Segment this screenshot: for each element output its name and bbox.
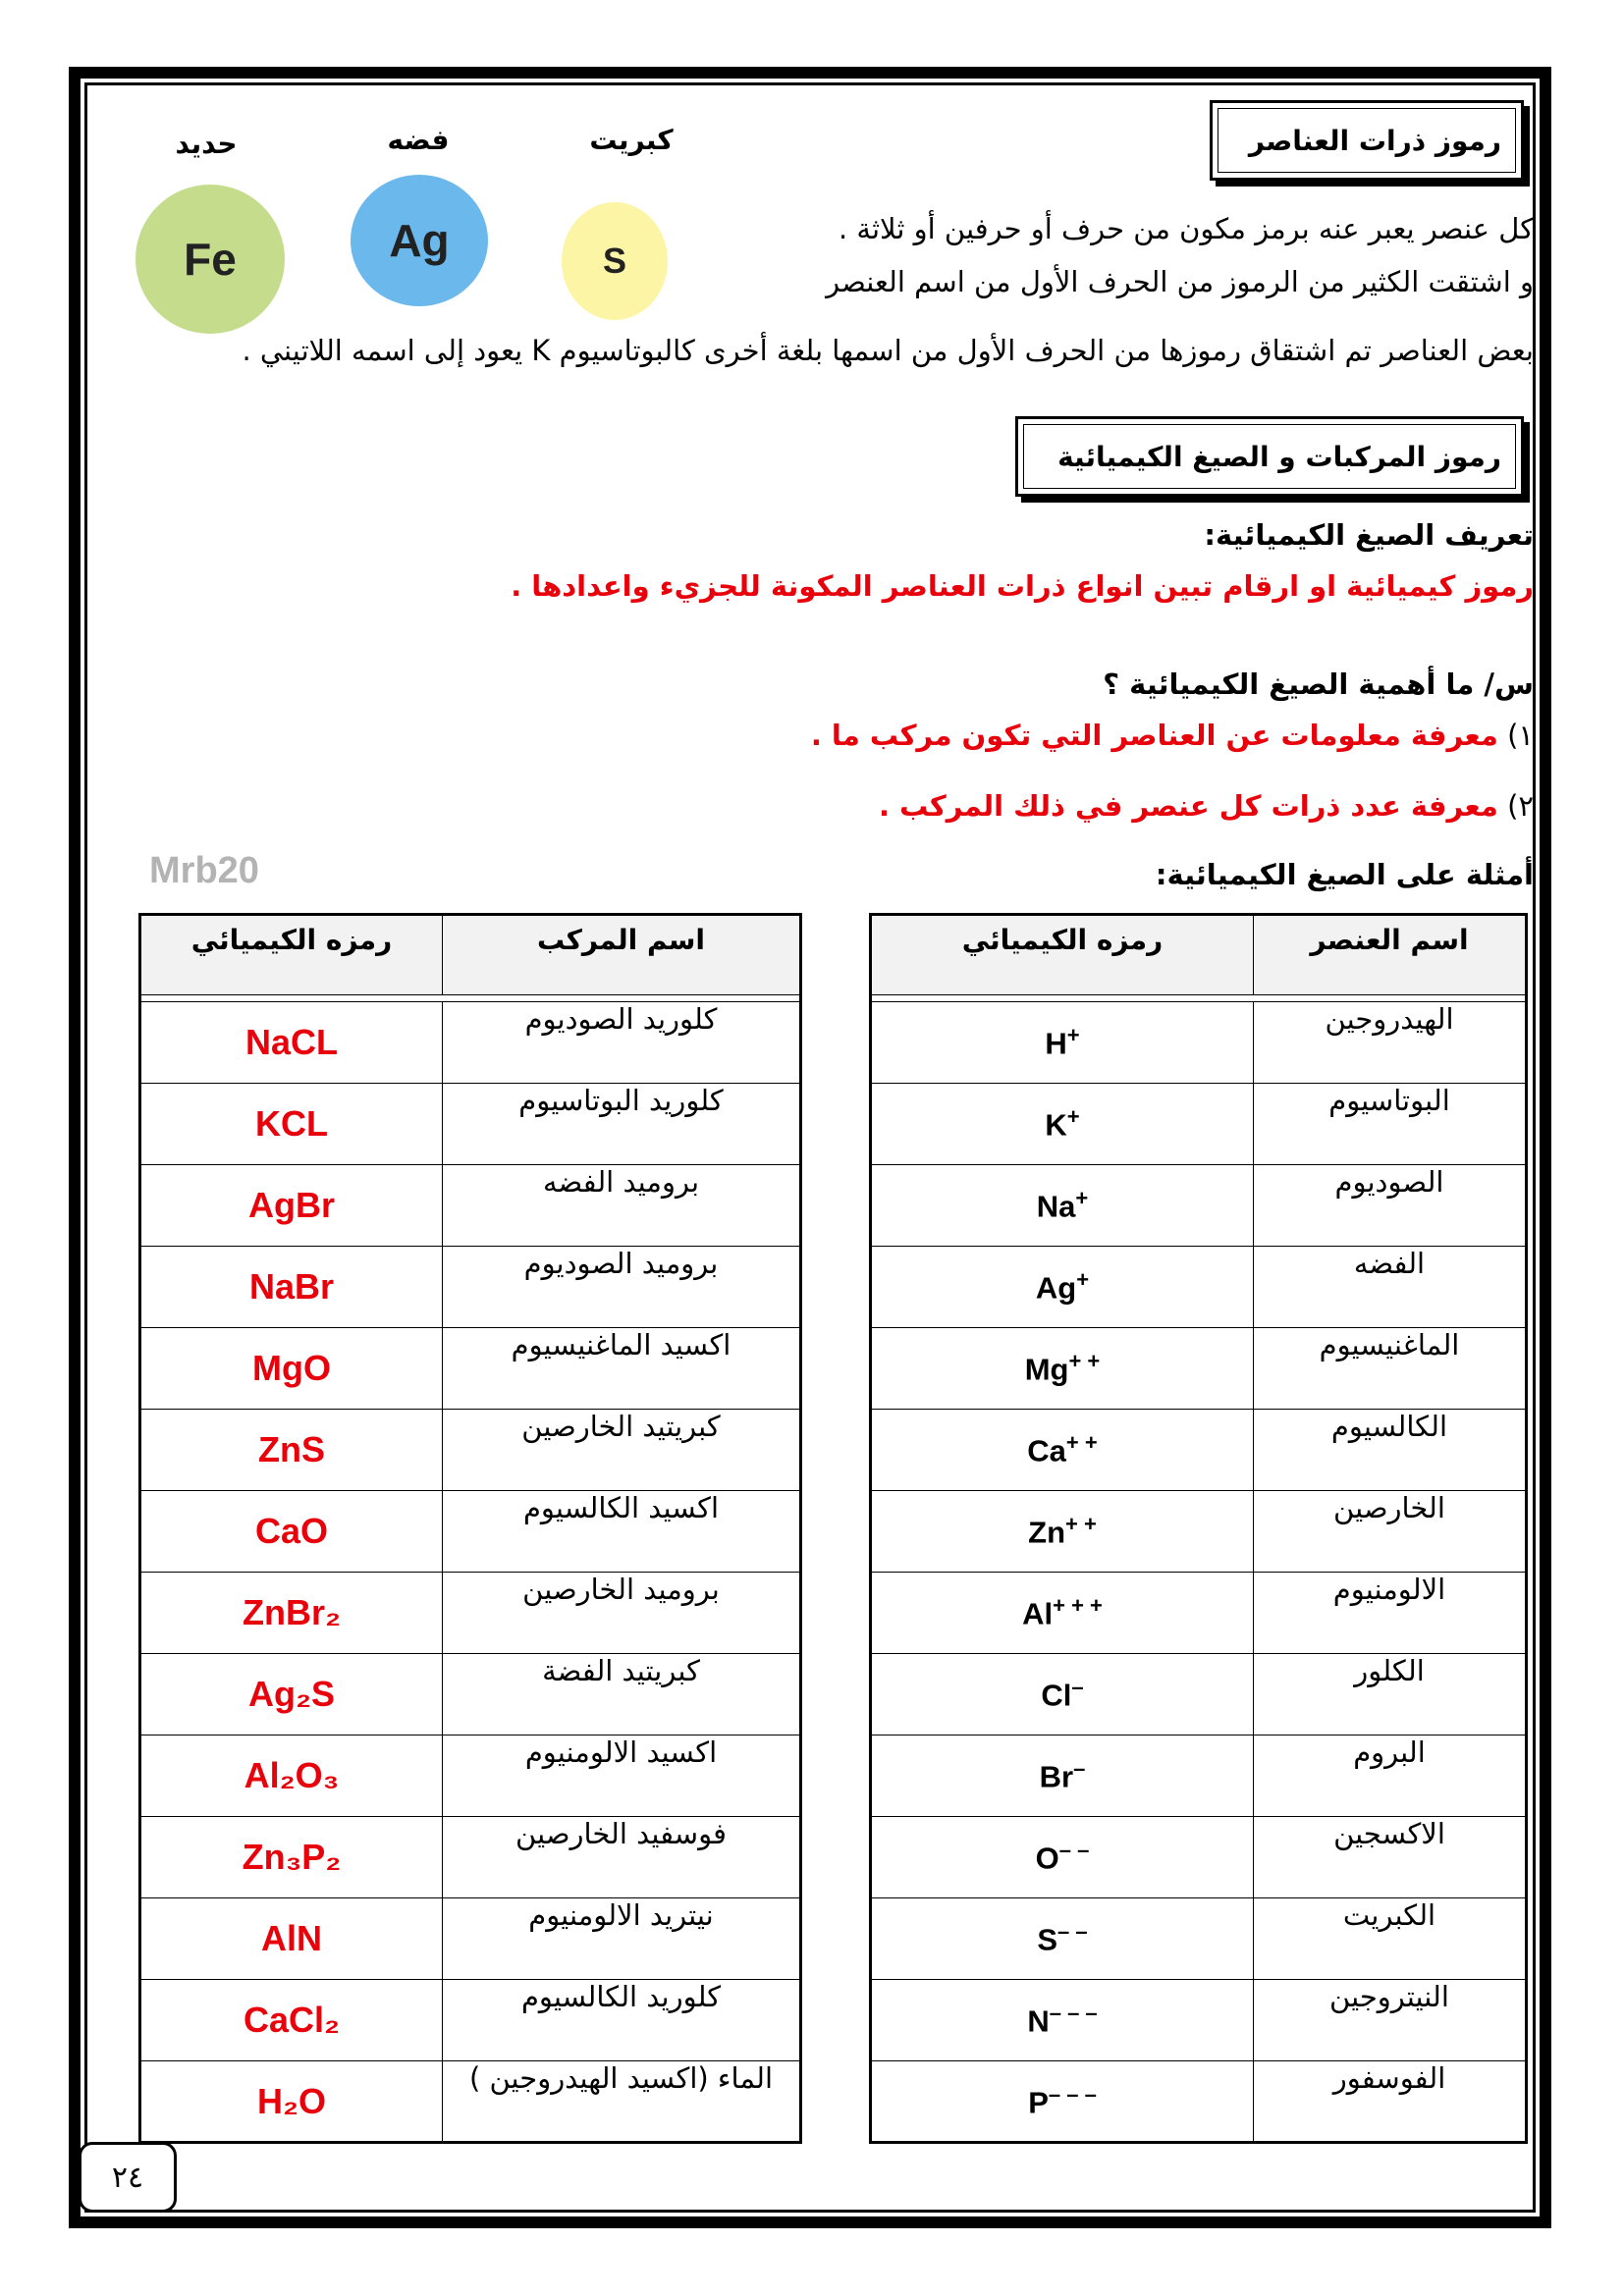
compound-name: كبريتيد الفضة (443, 1654, 801, 1735)
page-number: ٢٤ (79, 2142, 177, 2213)
compound-formula: Al₂O₃ (140, 1735, 443, 1817)
compound-formula: KCL (140, 1084, 443, 1165)
element-circle-iron: Fe (135, 185, 285, 334)
watermark: Mrb20 (149, 850, 259, 891)
table-row (871, 1084, 1527, 1165)
element-name: الخارصين (1254, 1491, 1527, 1573)
elements-col-symbol: رمزه الكيميائي (871, 915, 1254, 995)
element-symbol: P– – – (871, 2061, 1254, 2143)
table-row (871, 1817, 1527, 1898)
importance-question: س/ ما أهمية الصيغ الكيميائية ؟ (1103, 667, 1534, 701)
compound-formula: MgO (140, 1328, 443, 1410)
table-row (140, 1491, 801, 1573)
compound-name: نيتريد الالومنيوم (443, 1898, 801, 1980)
element-symbol: Br– (871, 1735, 1254, 1817)
section1-heading: رموز ذرات العناصر (1210, 100, 1524, 181)
element-symbol: S– – (871, 1898, 1254, 1980)
table-row (871, 1328, 1527, 1410)
element-name: الماغنيسيوم (1254, 1328, 1527, 1410)
element-name: النيتروجين (1254, 1980, 1527, 2061)
table-row (140, 1980, 801, 2061)
compound-formula: AgBr (140, 1165, 443, 1247)
table-row (871, 1165, 1527, 1247)
definition-title: تعريف الصيغ الكيميائية: (1204, 518, 1534, 552)
table-row (140, 1817, 801, 1898)
compound-formula: NaCL (140, 1002, 443, 1084)
compound-name: بروميد الخارصين (443, 1573, 801, 1654)
compound-formula: ZnBr₂ (140, 1573, 443, 1654)
table-row (871, 1735, 1527, 1817)
compound-name: اكسيد الماغنيسيوم (443, 1328, 801, 1410)
table-row (871, 1410, 1527, 1491)
compound-name: بروميد الفضه (443, 1165, 801, 1247)
element-name: البروم (1254, 1735, 1527, 1817)
compound-formula: CaCl₂ (140, 1980, 443, 2061)
compound-formula: AlN (140, 1898, 443, 1980)
element-name-silver: فضه (387, 124, 450, 156)
table-row (140, 2061, 801, 2143)
compound-name: كبريتيد الخارصين (443, 1410, 801, 1491)
element-name: الاكسجين (1254, 1817, 1527, 1898)
element-name: الكلور (1254, 1654, 1527, 1735)
elements-table (869, 913, 1528, 2144)
table-row (140, 1898, 801, 1980)
element-name: الالومنيوم (1254, 1573, 1527, 1654)
section1-line1: كل عنصر يعبر عنه برمز مكون من حرف أو حرفين أو ثلاثة . (839, 212, 1534, 245)
element-circle-sulfur: S (562, 202, 668, 320)
element-symbol: Cl– (871, 1654, 1254, 1735)
element-symbol: O– – (871, 1817, 1254, 1898)
table-row (871, 1491, 1527, 1573)
elements-col-name: اسم العنصر (1254, 915, 1527, 995)
definition-text: رموز كيميائية او ارقام تبين انواع ذرات العناصر المكونة للجزيء واعدادها . (511, 569, 1534, 603)
compound-formula: Zn₃P₂ (140, 1817, 443, 1898)
table-row (871, 1898, 1527, 1980)
element-symbol: K+ (871, 1084, 1254, 1165)
compound-formula: NaBr (140, 1247, 443, 1328)
compound-name: اكسيد الكالسيوم (443, 1491, 801, 1573)
element-symbol: N– – – (871, 1980, 1254, 2061)
element-symbol: Na+ (871, 1165, 1254, 1247)
element-symbol: H+ (871, 1002, 1254, 1084)
table-row (140, 1247, 801, 1328)
element-symbol: Al+ + + (871, 1573, 1254, 1654)
section1-line3: بعض العناصر تم اشتقاق رموزها من الحرف الأول من اسمها بلغة أخرى كالبوتاسيوم K يعود إلى اسمه اللاتيني . (242, 334, 1534, 367)
compound-name: كلوريد الصوديوم (443, 1002, 801, 1084)
element-name: الكالسيوم (1254, 1410, 1527, 1491)
compound-name: كلوريد الكالسيوم (443, 1980, 801, 2061)
compound-formula: H₂O (140, 2061, 443, 2143)
table-row (140, 1573, 801, 1654)
compound-name: الماء (اكسيد الهيدروجين ) (443, 2061, 801, 2143)
element-circle-silver: Ag (351, 175, 488, 306)
table-row (140, 1328, 801, 1410)
element-name: الكبريت (1254, 1898, 1527, 1980)
compound-formula: ZnS (140, 1410, 443, 1491)
section1-line2: و اشتقت الكثير من الرموز من الحرف الأول من اسم العنصر (826, 265, 1534, 298)
element-name: البوتاسيوم (1254, 1084, 1527, 1165)
element-name-iron: حديد (175, 128, 238, 160)
table-row (871, 1980, 1527, 2061)
section2-heading: رموز المركبات و الصيغ الكيميائية (1015, 416, 1524, 497)
compound-formula: CaO (140, 1491, 443, 1573)
element-name-sulfur: كبريت (589, 124, 674, 156)
element-symbol: Ca+ + (871, 1410, 1254, 1491)
table-row (871, 1654, 1527, 1735)
compound-name: اكسيد الالومنيوم (443, 1735, 801, 1817)
examples-title: أمثلة على الصيغ الكيميائية: (1155, 858, 1534, 891)
element-symbol: Zn+ + (871, 1491, 1254, 1573)
table-row (871, 1573, 1527, 1654)
compounds-col-name: اسم المركب (443, 915, 801, 995)
compound-formula: Ag₂S (140, 1654, 443, 1735)
compounds-col-symbol: رمزه الكيميائي (140, 915, 443, 995)
table-row (140, 1654, 801, 1735)
table-row (140, 1165, 801, 1247)
compound-name: كلوريد البوتاسيوم (443, 1084, 801, 1165)
table-row (140, 1410, 801, 1491)
table-row (871, 1247, 1527, 1328)
element-symbol: Ag+ (871, 1247, 1254, 1328)
table-row (871, 2061, 1527, 2143)
element-name: الفضه (1254, 1247, 1527, 1328)
compounds-table (138, 913, 802, 2144)
element-name: الهيدروجين (1254, 1002, 1527, 1084)
element-name: الفوسفور (1254, 2061, 1527, 2143)
compound-name: فوسفيد الخارصين (443, 1817, 801, 1898)
table-row (140, 1735, 801, 1817)
element-symbol: Mg+ + (871, 1328, 1254, 1410)
table-row (140, 1002, 801, 1084)
table-row (140, 1084, 801, 1165)
table-row (871, 1002, 1527, 1084)
importance-answer-1: ١) معرفة معلومات عن العناصر التي تكون مركب ما . (810, 719, 1534, 752)
compound-name: بروميد الصوديوم (443, 1247, 801, 1328)
importance-answer-2: ٢) معرفة عدد ذرات كل عنصر في ذلك المركب . (879, 789, 1534, 823)
element-name: الصوديوم (1254, 1165, 1527, 1247)
